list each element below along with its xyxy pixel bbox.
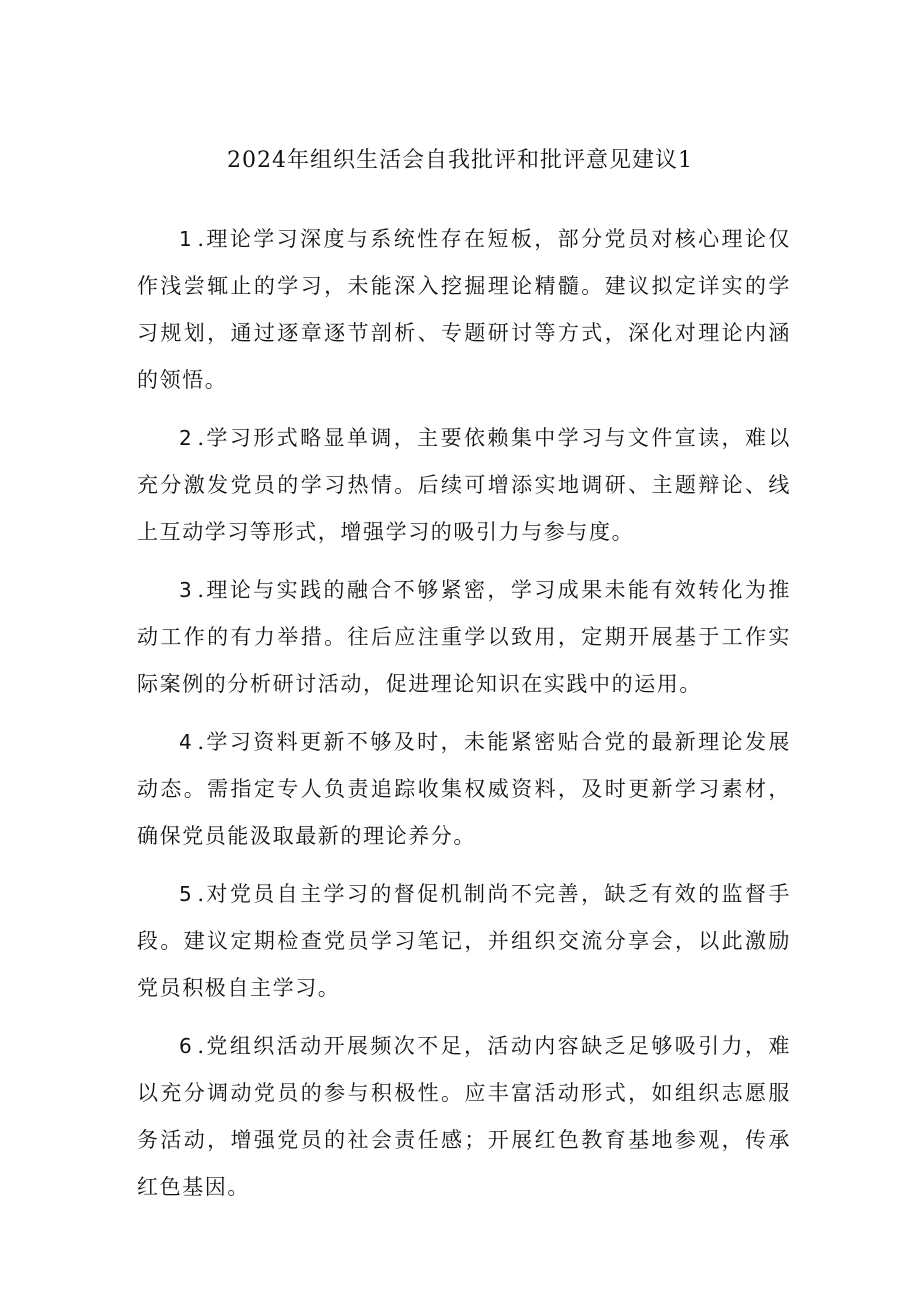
document-title: 2024年组织生活会自我批评和批评意见建议1: [227, 148, 693, 173]
paragraph-2-number: 2: [179, 426, 194, 450]
paragraph-6: [137, 1023, 791, 1211]
document-body: [137, 216, 791, 1222]
paragraph-3-number: 3: [179, 578, 194, 602]
paragraph-5: [137, 871, 791, 1012]
paragraph-5-text: .对党员自主学习的督促机制尚不完善，缺乏有效的监督手段。建议定期检查党员学习笔记，并组织交流分享会，以此激励党员积极自主学习。: [137, 882, 791, 1000]
paragraph-4-number: 4: [179, 730, 194, 754]
paragraph-2: [137, 415, 791, 556]
paragraph-1-number: 1: [179, 227, 194, 251]
paragraph-1: [137, 216, 791, 404]
paragraph-4-text: .学习资料更新不够及时，未能紧密贴合党的最新理论发展动态。需指定专人负责追踪收集权威资料，及时更新学习素材，确保党员能汲取最新的理论养分。: [137, 730, 791, 848]
paragraph-5-number: 5: [179, 882, 194, 906]
paragraph-2-text: .学习形式略显单调，主要依赖集中学习与文件宣读，难以充分激发党员的学习热情。后续可增添实地调研、主题辩论、线上互动学习等形式，增强学习的吸引力与参与度。: [137, 426, 791, 544]
paragraph-3: [137, 567, 791, 708]
paragraph-3-text: .理论与实践的融合不够紧密，学习成果未能有效转化为推动工作的有力举措。往后应注重学以致用，定期开展基于工作实际案例的分析研讨活动，促进理论知识在实践中的运用。: [137, 578, 791, 696]
paragraph-1-text: .理论学习深度与系统性存在短板，部分党员对核心理论仅作浅尝辄止的学习，未能深入挖掘理论精髓。建议拟定详实的学习规划，通过逐章逐节剖析、专题研讨等方式，深化对理论内涵的领悟。: [137, 227, 791, 392]
paragraph-6-text: .党组织活动开展频次不足，活动内容缺乏足够吸引力，难以充分调动党员的参与积极性。应丰富活动形式，如组织志愿服务活动，增强党员的社会责任感；开展红色教育基地参观，传承红色基因。: [137, 1034, 791, 1199]
paragraph-6-number: 6: [179, 1034, 194, 1058]
paragraph-4: [137, 719, 791, 860]
